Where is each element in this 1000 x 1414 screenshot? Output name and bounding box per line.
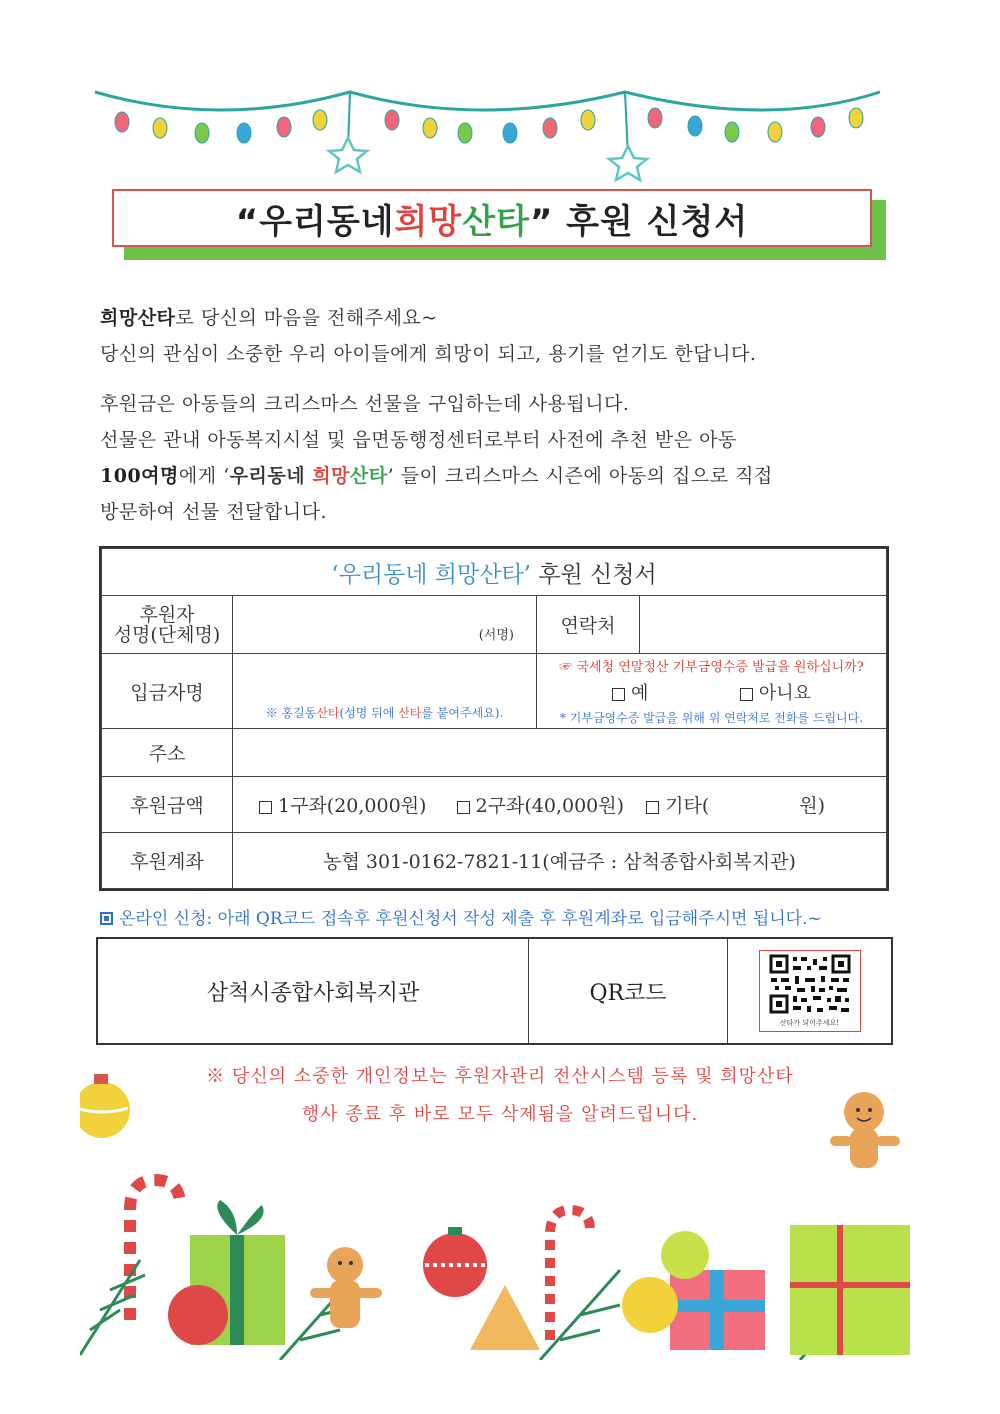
form-header: ‘우리동네 희망산타’ 후원 신청서 <box>102 549 887 596</box>
star-ornament-icon <box>329 138 647 180</box>
checkbox-icon[interactable] <box>259 801 272 814</box>
checkbox-icon[interactable] <box>612 688 625 701</box>
receipt-options <box>541 679 882 705</box>
depositor-field[interactable] <box>233 654 537 729</box>
intro-block-1 <box>100 300 900 372</box>
qr-pattern <box>767 954 853 1016</box>
checkbox-icon[interactable] <box>457 801 470 814</box>
signature-hint: (서명) <box>478 628 514 643</box>
amount-option-other[interactable]: 기타( 원) <box>646 795 825 817</box>
ornament-ball-icon <box>80 1074 130 1138</box>
account-value: 농협 301-0162-7821-11(예금주 : 삼척종합사회복지관) <box>233 833 887 889</box>
title-part: “우리동네 <box>235 201 395 242</box>
org-name: 삼척시종합사회복지관 <box>98 939 529 1043</box>
intro-line-1: 희망산타로 당신의 마음을 전해주세요~ <box>100 307 438 329</box>
address-field[interactable] <box>233 729 887 777</box>
application-form <box>99 546 889 891</box>
title-highlight-red: 희망 <box>394 201 463 242</box>
intro-line-2: 당신의 관심이 소중한 우리 아이들에게 희망이 되고, 용기를 얻기도 한답니다. <box>100 343 757 365</box>
title-part-end: ” 후원 신청서 <box>529 201 749 242</box>
page-title <box>112 189 872 247</box>
qr-code-icon[interactable] <box>759 950 861 1032</box>
receipt-yes-option[interactable]: 예 <box>612 683 648 704</box>
title-highlight-green: 산타 <box>462 201 530 242</box>
contact-field[interactable] <box>640 596 887 654</box>
account-label: 후원계좌 <box>102 833 233 889</box>
sponsor-name-label: 후원자 성명(단체명) <box>102 596 233 654</box>
christmas-decoration <box>80 1060 910 1360</box>
receipt-cell <box>537 654 887 729</box>
checkbox-icon[interactable] <box>646 801 659 814</box>
qr-caption: 산타가 되어주세요! <box>779 1019 840 1027</box>
amount-option-1[interactable]: 1구좌(20,000원) <box>259 795 426 817</box>
privacy-line-2: 행사 종료 후 바로 모두 삭제됨을 알려드립니다. <box>301 1104 699 1125</box>
qr-label: QR코드 <box>529 939 728 1043</box>
square-bullet-icon <box>100 912 113 925</box>
depositor-note: ※ 홍길동산타(성명 뒤에 산타를 붙여주세요). <box>265 706 504 720</box>
privacy-line-1: ※ 당신의 소중한 개인정보는 후원자관리 전산시스템 등록 및 희망산타 <box>206 1066 794 1087</box>
sponsor-name-field[interactable] <box>233 596 537 654</box>
intro-line-6: 방문하여 선물 전달합니다. <box>100 501 328 523</box>
qr-code-cell[interactable] <box>728 939 891 1043</box>
gingerbread-man-icon <box>830 1092 900 1168</box>
intro-block-2 <box>100 386 900 530</box>
receipt-note: * 기부금영수증 발급을 위해 위 연락처로 전화를 드립니다. <box>559 711 864 725</box>
amount-label: 후원금액 <box>102 777 233 833</box>
receipt-question: ☞ 국세청 연말정산 기부금영수증 발급을 원하십니까? <box>559 660 864 675</box>
receipt-no-option[interactable]: 아니요 <box>740 683 811 704</box>
intro-line-5: 100여명에게 ‘우리동네 희망산타’ 들이 크리스마스 시즌에 아동의 집으로 직접 <box>100 465 773 487</box>
intro-line-4: 선물은 관내 아동복지시설 및 읍면동행정센터로부터 사전에 추천 받은 아동 <box>100 429 737 451</box>
address-label: 주소 <box>102 729 233 777</box>
online-notice: 온라인 신청: 아래 QR코드 접속후 후원신청서 작성 제출 후 후원계좌로 입금해주시면 됩니다.~ <box>100 904 900 929</box>
amount-options <box>233 777 887 833</box>
christmas-lights-icon <box>80 78 920 188</box>
checkbox-icon[interactable] <box>740 688 753 701</box>
intro-line-3: 후원금은 아동들의 크리스마스 선물을 구입하는데 사용됩니다. <box>100 393 630 415</box>
depositor-label: 입금자명 <box>102 654 233 729</box>
contact-label: 연락처 <box>537 596 640 654</box>
amount-option-2[interactable]: 2구좌(40,000원) <box>457 795 624 817</box>
qr-section <box>96 937 893 1045</box>
